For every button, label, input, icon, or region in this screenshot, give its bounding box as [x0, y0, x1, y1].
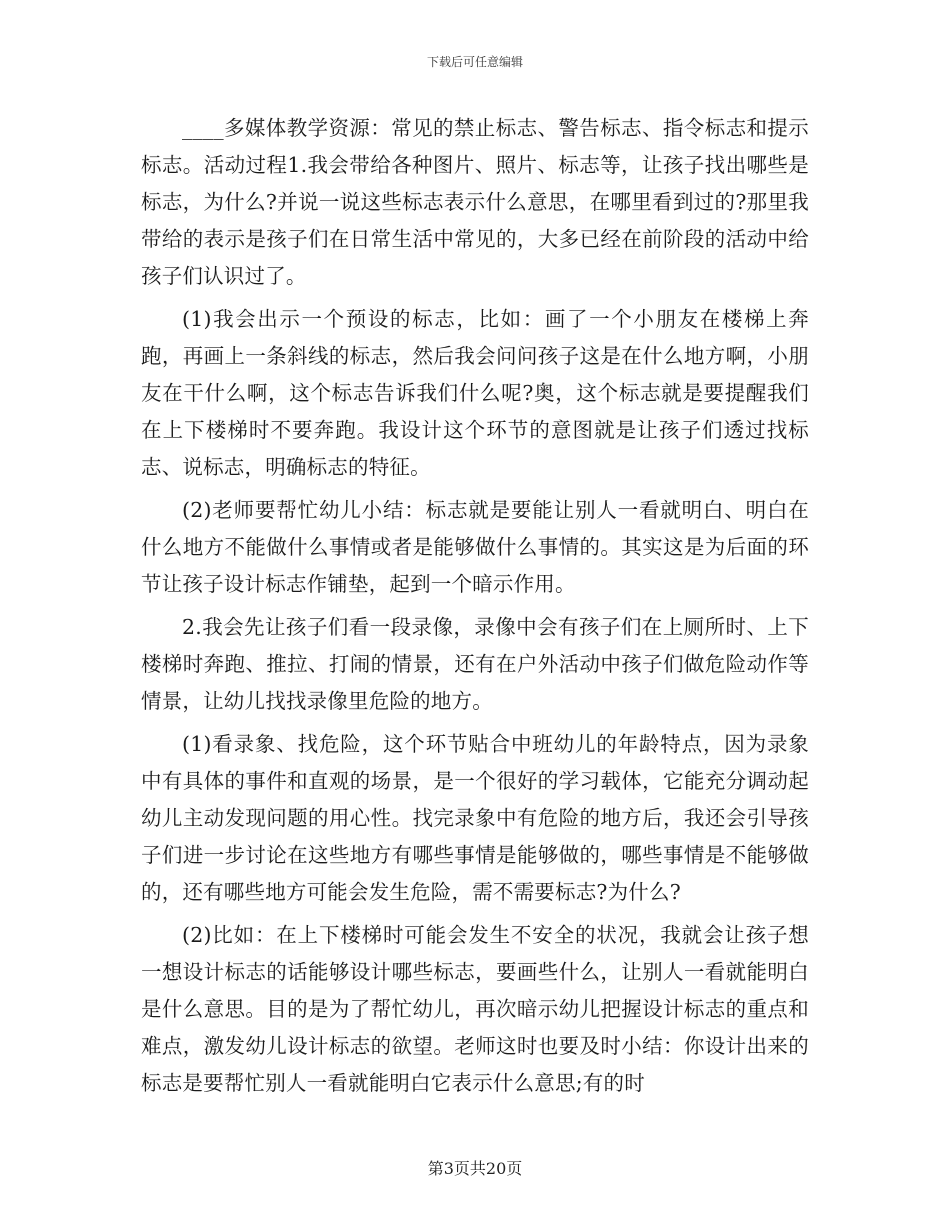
paragraph: (2)比如：在上下楼梯时可能会发生不安全的状况，我就会让孩子想一想设计标志的话能够设计哪些标志，要画些什么，让别人一看就能明白是什么意思。目的是为了帮忙幼儿，再次暗示幼儿把握设计标志的重点和难点，激发幼儿设计标志的欲望。老师这时也要及时小结：你设计出来的标志是要帮忙别人一看就能明白它表示什么意思;有的时	[141, 923, 809, 1095]
page-footer: 第3页共20页	[427, 1159, 523, 1178]
paragraph: (1)看录象、找危险，这个环节贴合中班幼儿的年龄特点，因为录象中有具体的事件和直观的场景，是一个很好的学习载体，它能充分调动起幼儿主动发现问题的用心性。找完录象中有危险的地方后，我还会引导孩子们进一步讨论在这些地方有哪些事情是能够做的，哪些事情是不能够做的，还有哪些地方可能会发生危险，需不需要标志?为什么?	[141, 732, 809, 904]
page-header: 下载后可任意编辑	[426, 55, 523, 69]
body-text	[141, 110, 809, 1108]
paragraph: (1)我会出示一个预设的标志，比如：画了一个小朋友在楼梯上奔跑，再画上一条斜线的标志，然后我会问问孩子这是在什么地方啊，小朋友在干什么啊，这个标志告诉我们什么呢?奥，这个标志就是要提醒我们在上下楼梯时不要奔跑。我设计这个环节的意图就是让孩子们透过找标志、说标志，明确标志的特征。	[141, 307, 809, 479]
paragraph: 2.我会先让孩子们看一段录像，录像中会有孩子们在上厕所时、上下楼梯时奔跑、推拉、打闹的情景，还有在户外活动中孩子们做危险动作等情景，让幼儿找找录像里危险的地方。	[141, 615, 809, 713]
paragraph: ____多媒体教学资源：常见的禁止标志、警告标志、指令标志和提示标志。活动过程1.我会带给各种图片、照片、标志等，让孩子找出哪些是标志，为什么?并说一说这些标志表示什么意思，在哪里看到过的?那里我带给的表示是孩子们在日常生活中常见的，大多已经在前阶段的活动中给孩子们认识过了。	[141, 116, 809, 288]
paragraph: (2)老师要帮忙幼儿小结：标志就是要能让别人一看就明白、明白在什么地方不能做什么事情或者是能够做什么事情的。其实这是为后面的环节让孩子设计标志作铺垫，起到一个暗示作用。	[141, 498, 809, 596]
